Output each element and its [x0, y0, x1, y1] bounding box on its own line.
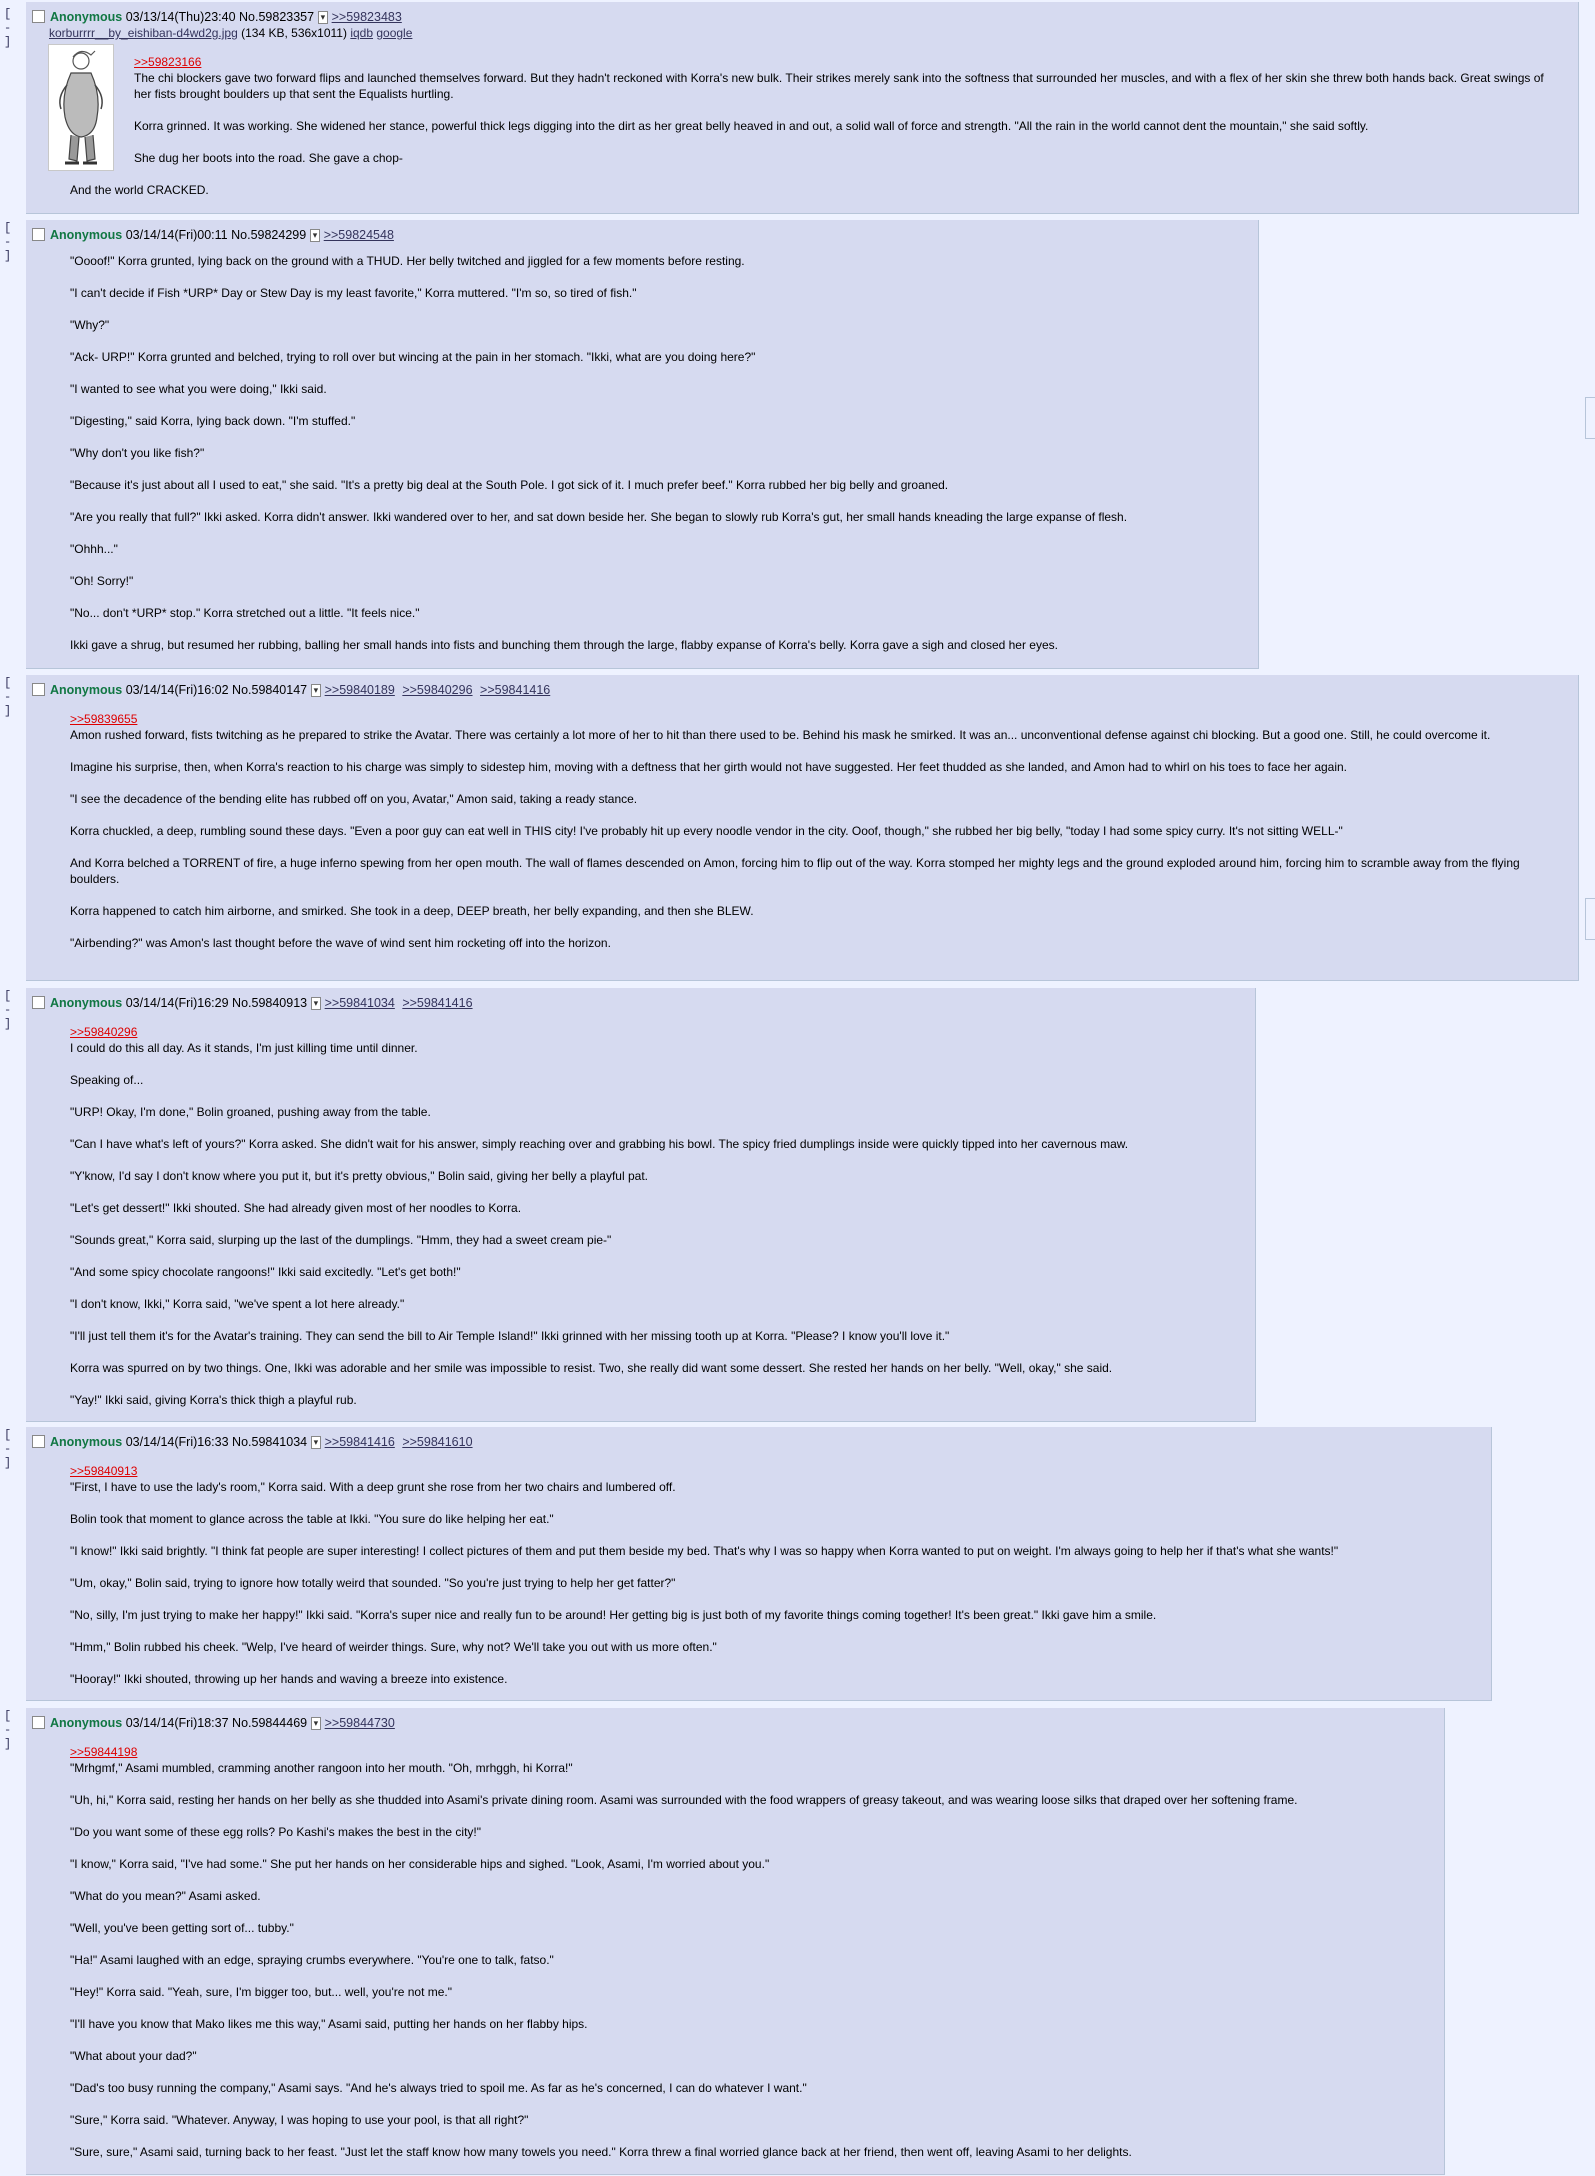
backlink[interactable]: >>59823483	[331, 10, 402, 24]
post-datetime: 03/14/14(Fri)00:11	[125, 228, 228, 242]
reply-post	[26, 1427, 1492, 1701]
post-menu-button[interactable]: ▾	[310, 229, 321, 242]
post-paragraph: "Why don't you like fish?"	[70, 446, 205, 460]
file-link[interactable]: korburrrr__by_eishiban-d4wd2g.jpg	[49, 26, 238, 40]
post-paragraph: "No... don't *URP* stop." Korra stretched out a little. "It feels nice."	[70, 606, 420, 620]
post-datetime: 03/13/14(Thu)23:40	[125, 10, 236, 24]
post-paragraph: Korra was spurred on by two things. One, Ikki was adorable and her smile was impossible to resist. Two, she really did want some dessert. She rested her hands on her belly. "Well, okay," she said.	[70, 1361, 1113, 1375]
iqdb-link[interactable]: iqdb	[350, 26, 374, 40]
reply-post	[26, 1708, 1445, 2175]
post-paragraph: "Y'know, I'd say I don't know where you put it, but it's pretty obvious," Bolin said, giving her belly a playful pat.	[70, 1169, 648, 1183]
post-paragraph: "Ack- URP!" Korra grunted and belched, trying to roll over but wincing at the pain in her stomach. "Ikki, what are you doing here?"	[70, 350, 756, 364]
post-paragraph: "I can't decide if Fish *URP* Day or Stew Day is my least favorite," Korra muttered. "I'm so, so tired of fish."	[70, 286, 637, 300]
post-number[interactable]: No.59844469	[232, 1716, 308, 1730]
post-paragraph: "What do you mean?" Asami asked.	[70, 1889, 261, 1903]
hide-post-toggle[interactable]: [ - ]	[4, 676, 12, 718]
post-paragraph: Bolin took that moment to glance across the table at Ikki. "You sure do like helping her eat."	[70, 1512, 554, 1526]
post-number[interactable]: No.59823357	[239, 10, 315, 24]
quote-link[interactable]: >>59840913	[70, 1464, 138, 1478]
file-info	[49, 26, 412, 40]
select-checkbox[interactable]	[32, 996, 45, 1009]
post-paragraph: "Sure," Korra said. "Whatever. Anyway, I was hoping to use your pool, is that all right?"	[70, 2113, 529, 2127]
post-paragraph: I could do this all day. As it stands, I'm just killing time until dinner.	[70, 1041, 418, 1055]
post-paragraph: "Airbending?" was Amon's last thought before the wave of wind sent him rocketing off into the horizon.	[70, 936, 611, 950]
reply-post	[26, 675, 1579, 981]
reply-post	[26, 220, 1259, 669]
reply-post	[26, 988, 1256, 1422]
post-paragraph: "Let's get dessert!" Ikki shouted. She had already given most of her noodles to Korra.	[70, 1201, 522, 1215]
post-menu-button[interactable]: ▾	[311, 997, 322, 1010]
post-paragraph: "No, silly, I'm just trying to make her happy!" Ikki said. "Korra's super nice and really fun to be around! Her getting big is just both of my favorite things coming together! It's been great." Ikki gave him a smile.	[70, 1608, 1157, 1622]
post-datetime: 03/14/14(Fri)18:37	[125, 1716, 229, 1730]
post-message	[70, 253, 1240, 669]
post-paragraph: "I'll have you know that Mako likes me this way," Asami said, putting her hands on her flabby hips.	[70, 2017, 588, 2031]
post-info	[32, 995, 477, 1011]
post-paragraph: "Because it's just about all I used to eat," she said. "It's a pretty big deal at the South Pole. I got sick of it. I much prefer beef." Korra rubbed her big belly and groaned.	[70, 478, 949, 492]
file-thumbnail[interactable]	[48, 44, 114, 171]
post-message	[70, 711, 1560, 967]
post-paragraph: "Are you really that full?" Ikki asked. Korra didn't answer. Ikki wandered over to her, and sat down beside her. She began to slowly rub Korra's gut, her small hands kneading the large expanse of flesh.	[70, 510, 1128, 524]
post-paragraph: "Hmm," Bolin rubbed his cheek. "Welp, I've heard of weirder things. Sure, why not? We'll take you out with us more often."	[70, 1640, 717, 1654]
post-info	[32, 9, 406, 25]
post-paragraph: "Well, you've been getting sort of... tubby."	[70, 1921, 294, 1935]
backlink[interactable]: >>59844730	[324, 1716, 395, 1730]
post-number[interactable]: No.59841034	[232, 1435, 308, 1449]
post-paragraph: "Oh! Sorry!"	[70, 574, 134, 588]
post-paragraph: "Oooof!" Korra grunted, lying back on the ground with a THUD. Her belly twitched and jiggled for a few moments before resting.	[70, 254, 745, 268]
post-paragraph: "I wanted to see what you were doing," Ikki said.	[70, 382, 327, 396]
post-paragraph: "I see the decadence of the bending elite has rubbed off on you, Avatar," Amon said, taking a ready stance.	[70, 792, 638, 806]
post-datetime: 03/14/14(Fri)16:29	[125, 996, 229, 1010]
file-meta: (134 KB, 536x1011)	[241, 26, 347, 40]
post-message	[70, 1024, 1240, 1424]
post-paragraph: And the world CRACKED.	[70, 183, 209, 197]
post-paragraph: "Can I have what's left of yours?" Korra asked. She didn't wait for his answer, simply reaching over and grabbing his bowl. The spicy fried dumplings inside were quickly tipped into her cavernous maw.	[70, 1137, 1129, 1151]
post-paragraph: Imagine his surprise, then, when Korra's reaction to his charge was simply to sidestep him, moving with a deftness that her girth would not have suggested. Her feet thudded as she landed, and Amon had to whirl on his toes to face her again.	[70, 760, 1348, 774]
post-paragraph: "Hooray!" Ikki shouted, throwing up her hands and waving a breeze into existence.	[70, 1672, 508, 1686]
post-paragraph: "Ha!" Asami laughed with an edge, spraying crumbs everywhere. "You're one to talk, fatso."	[70, 1953, 554, 1967]
select-checkbox[interactable]	[32, 683, 45, 696]
thumbnail-sketch-image	[49, 45, 113, 170]
select-checkbox[interactable]	[32, 228, 45, 241]
post-info	[32, 1715, 399, 1731]
post-info	[32, 227, 398, 243]
post-message	[134, 54, 1564, 182]
post-paragraph: The chi blockers gave two forward flips and launched themselves forward. But they hadn't reckoned with Korra's new bulk. Their strikes merely sank into the softness that surrounded her muscles, and with a flex of her skin she threw both hands back. Great swings of her fists brought boulders up that sent the Equalists hurtling.	[134, 71, 1544, 101]
post-paragraph: "Why?"	[70, 318, 110, 332]
post-number[interactable]: No.59824299	[231, 228, 307, 242]
post-datetime: 03/14/14(Fri)16:33	[125, 1435, 229, 1449]
hide-post-toggle[interactable]: [ - ]	[4, 1428, 12, 1470]
post-paragraph: Speaking of...	[70, 1073, 144, 1087]
hide-post-toggle[interactable]: [ - ]	[4, 7, 12, 49]
quote-link[interactable]: >>59823166	[134, 55, 202, 69]
scroll-position-marker[interactable]	[1585, 397, 1595, 439]
post-paragraph: "Uh, hi," Korra said, resting her hands on her belly as she thudded into Asami's private dining room. Asami was surrounded with the food wrappers of greasy takeout, and was wearing loose silks that draped over her softening frame.	[70, 1793, 1298, 1807]
post-menu-button[interactable]: ▾	[311, 684, 322, 697]
select-checkbox[interactable]	[32, 1435, 45, 1448]
post-paragraph: Korra happened to catch him airborne, and smirked. She took in a deep, DEEP breath, her belly expanding, and then she BLEW.	[70, 904, 754, 918]
post-paragraph: "I know!" Ikki said brightly. "I think fat people are super interesting! I collect pictures of them and put them beside my bed. That's why I was so happy when Korra wanted to put on weight. I'm always going to help her if that's what she wants!"	[70, 1544, 1339, 1558]
post-menu-button[interactable]: ▾	[311, 1717, 322, 1730]
post-paragraph: "Do you want some of these egg rolls? Po Kashi's makes the best in the city!"	[70, 1825, 482, 1839]
hide-post-toggle[interactable]: [ - ]	[4, 989, 12, 1031]
quote-link[interactable]: >>59840296	[70, 1025, 138, 1039]
post-paragraph: "URP! Okay, I'm done," Bolin groaned, pushing away from the table.	[70, 1105, 431, 1119]
backlink[interactable]: >>59840296	[402, 683, 473, 697]
post-paragraph: "Sure, sure," Asami said, turning back to her feast. "Just let the staff know how many towels you need." Korra threw a final worried glance back at her friend, then went off, leaving Asami to her delights.	[70, 2145, 1132, 2159]
backlink[interactable]: >>59841610	[402, 1435, 473, 1449]
backlink[interactable]: >>59841034	[324, 996, 395, 1010]
backlink[interactable]: >>59824548	[323, 228, 394, 242]
post-paragraph: "I know," Korra said, "I've had some." She put her hands on her considerable hips and sighed. "Look, Asami, I'm worried about you."	[70, 1857, 770, 1871]
post-menu-button[interactable]: ▾	[318, 11, 329, 24]
poster-name: Anonymous	[50, 1435, 123, 1449]
backlink[interactable]: >>59841416	[402, 996, 473, 1010]
post-paragraph: "Um, okay," Bolin said, trying to ignore how totally weird that sounded. "So you're just trying to help her get fatter?"	[70, 1576, 676, 1590]
post-paragraph: "Dad's too busy running the company," Asami says. "And he's always tried to spoil me. As far as he's concerned, I can do whatever I want."	[70, 2081, 807, 2095]
post-menu-button[interactable]: ▾	[311, 1436, 322, 1449]
backlink[interactable]: >>59841416	[324, 1435, 395, 1449]
post-paragraph: "Ohhh..."	[70, 542, 118, 556]
post-paragraph: "What about your dad?"	[70, 2049, 197, 2063]
post-message	[70, 1463, 1480, 1703]
post-paragraph: And Korra belched a TORRENT of fire, a huge inferno spewing from her open mouth. The wall of flames descended on Amon, forcing him to flip out of the way. Korra stomped her mighty legs and the ground exploded around him, forcing him to scramble away from the flying boulders.	[70, 856, 1520, 886]
poster-name: Anonymous	[50, 683, 123, 697]
reply-post	[26, 2, 1579, 214]
quote-link[interactable]: >>59839655	[70, 712, 138, 726]
post-info	[32, 682, 554, 698]
post-paragraph: "Digesting," said Korra, lying back down. "I'm stuffed."	[70, 414, 356, 428]
poster-name: Anonymous	[50, 996, 123, 1010]
post-message	[70, 1744, 1440, 2176]
post-paragraph: She dug her boots into the road. She gave a chop-	[134, 151, 403, 165]
post-paragraph: "Mrhgmf," Asami mumbled, cramming another rangoon into her mouth. "Oh, mrhggh, hi Korra!"	[70, 1761, 573, 1775]
poster-name: Anonymous	[50, 10, 123, 24]
post-number[interactable]: No.59840913	[232, 996, 308, 1010]
hide-post-toggle[interactable]: [ - ]	[4, 1709, 12, 1751]
post-paragraph: Korra grinned. It was working. She widened her stance, powerful thick legs digging into the dirt as her great belly heaved in and out, a solid wall of force and strength. "All the rain in the world cannot dent the mountain," she said softly.	[134, 119, 1369, 133]
post-paragraph: "Yay!" Ikki said, giving Korra's thick thigh a playful rub.	[70, 1393, 357, 1407]
post-message-tail	[70, 182, 670, 214]
backlink[interactable]: >>59841416	[480, 683, 551, 697]
scroll-position-marker[interactable]	[1585, 898, 1595, 940]
post-paragraph: "I don't know, Ikki," Korra said, "we've spent a lot here already."	[70, 1297, 405, 1311]
quote-link[interactable]: >>59844198	[70, 1745, 138, 1759]
hide-post-toggle[interactable]: [ - ]	[4, 221, 12, 263]
post-paragraph: "I'll just tell them it's for the Avatar's training. They can send the bill to Air Temple Island!" Ikki grinned with her missing tooth up at Korra. "Please? I know you'll love it."	[70, 1329, 950, 1343]
post-paragraph: Korra chuckled, a deep, rumbling sound these days. "Even a poor guy can eat well in THIS city! I've probably hit up every noodle vendor in the city. Ooof, though," she rubbed her big belly, "today I had some spicy curry. It's not sitting WELL-"	[70, 824, 1343, 838]
post-paragraph: "And some spicy chocolate rangoons!" Ikki said excitedly. "Let's get both!"	[70, 1265, 461, 1279]
post-paragraph: "Hey!" Korra said. "Yeah, sure, I'm bigger too, but... well, you're not me."	[70, 1985, 453, 1999]
post-number[interactable]: No.59840147	[232, 683, 308, 697]
post-info	[32, 1434, 477, 1450]
backlink[interactable]: >>59840189	[324, 683, 395, 697]
poster-name: Anonymous	[50, 228, 123, 242]
google-link[interactable]: google	[376, 26, 413, 40]
post-datetime: 03/14/14(Fri)16:02	[125, 683, 229, 697]
post-paragraph: "Sounds great," Korra said, slurping up the last of the dumplings. "Hmm, they had a sweet cream pie-"	[70, 1233, 612, 1247]
select-checkbox[interactable]	[32, 1716, 45, 1729]
post-paragraph: Ikki gave a shrug, but resumed her rubbing, balling her small hands into fists and bunching them through the large, flabby expanse of Korra's belly. Korra gave a sigh and closed her eyes.	[70, 638, 1058, 652]
poster-name: Anonymous	[50, 1716, 123, 1730]
post-paragraph: Amon rushed forward, fists twitching as he prepared to strike the Avatar. There was certainly a lot more of her to hit than there used to be. Behind his mask he smirked. It was an... unconventional defense against chi blocking. But a good one. Still, he could overcome it.	[70, 728, 1491, 742]
select-checkbox[interactable]	[32, 10, 45, 23]
post-paragraph: "First, I have to use the lady's room," Korra said. With a deep grunt she rose from her two chairs and lumbered off.	[70, 1480, 676, 1494]
